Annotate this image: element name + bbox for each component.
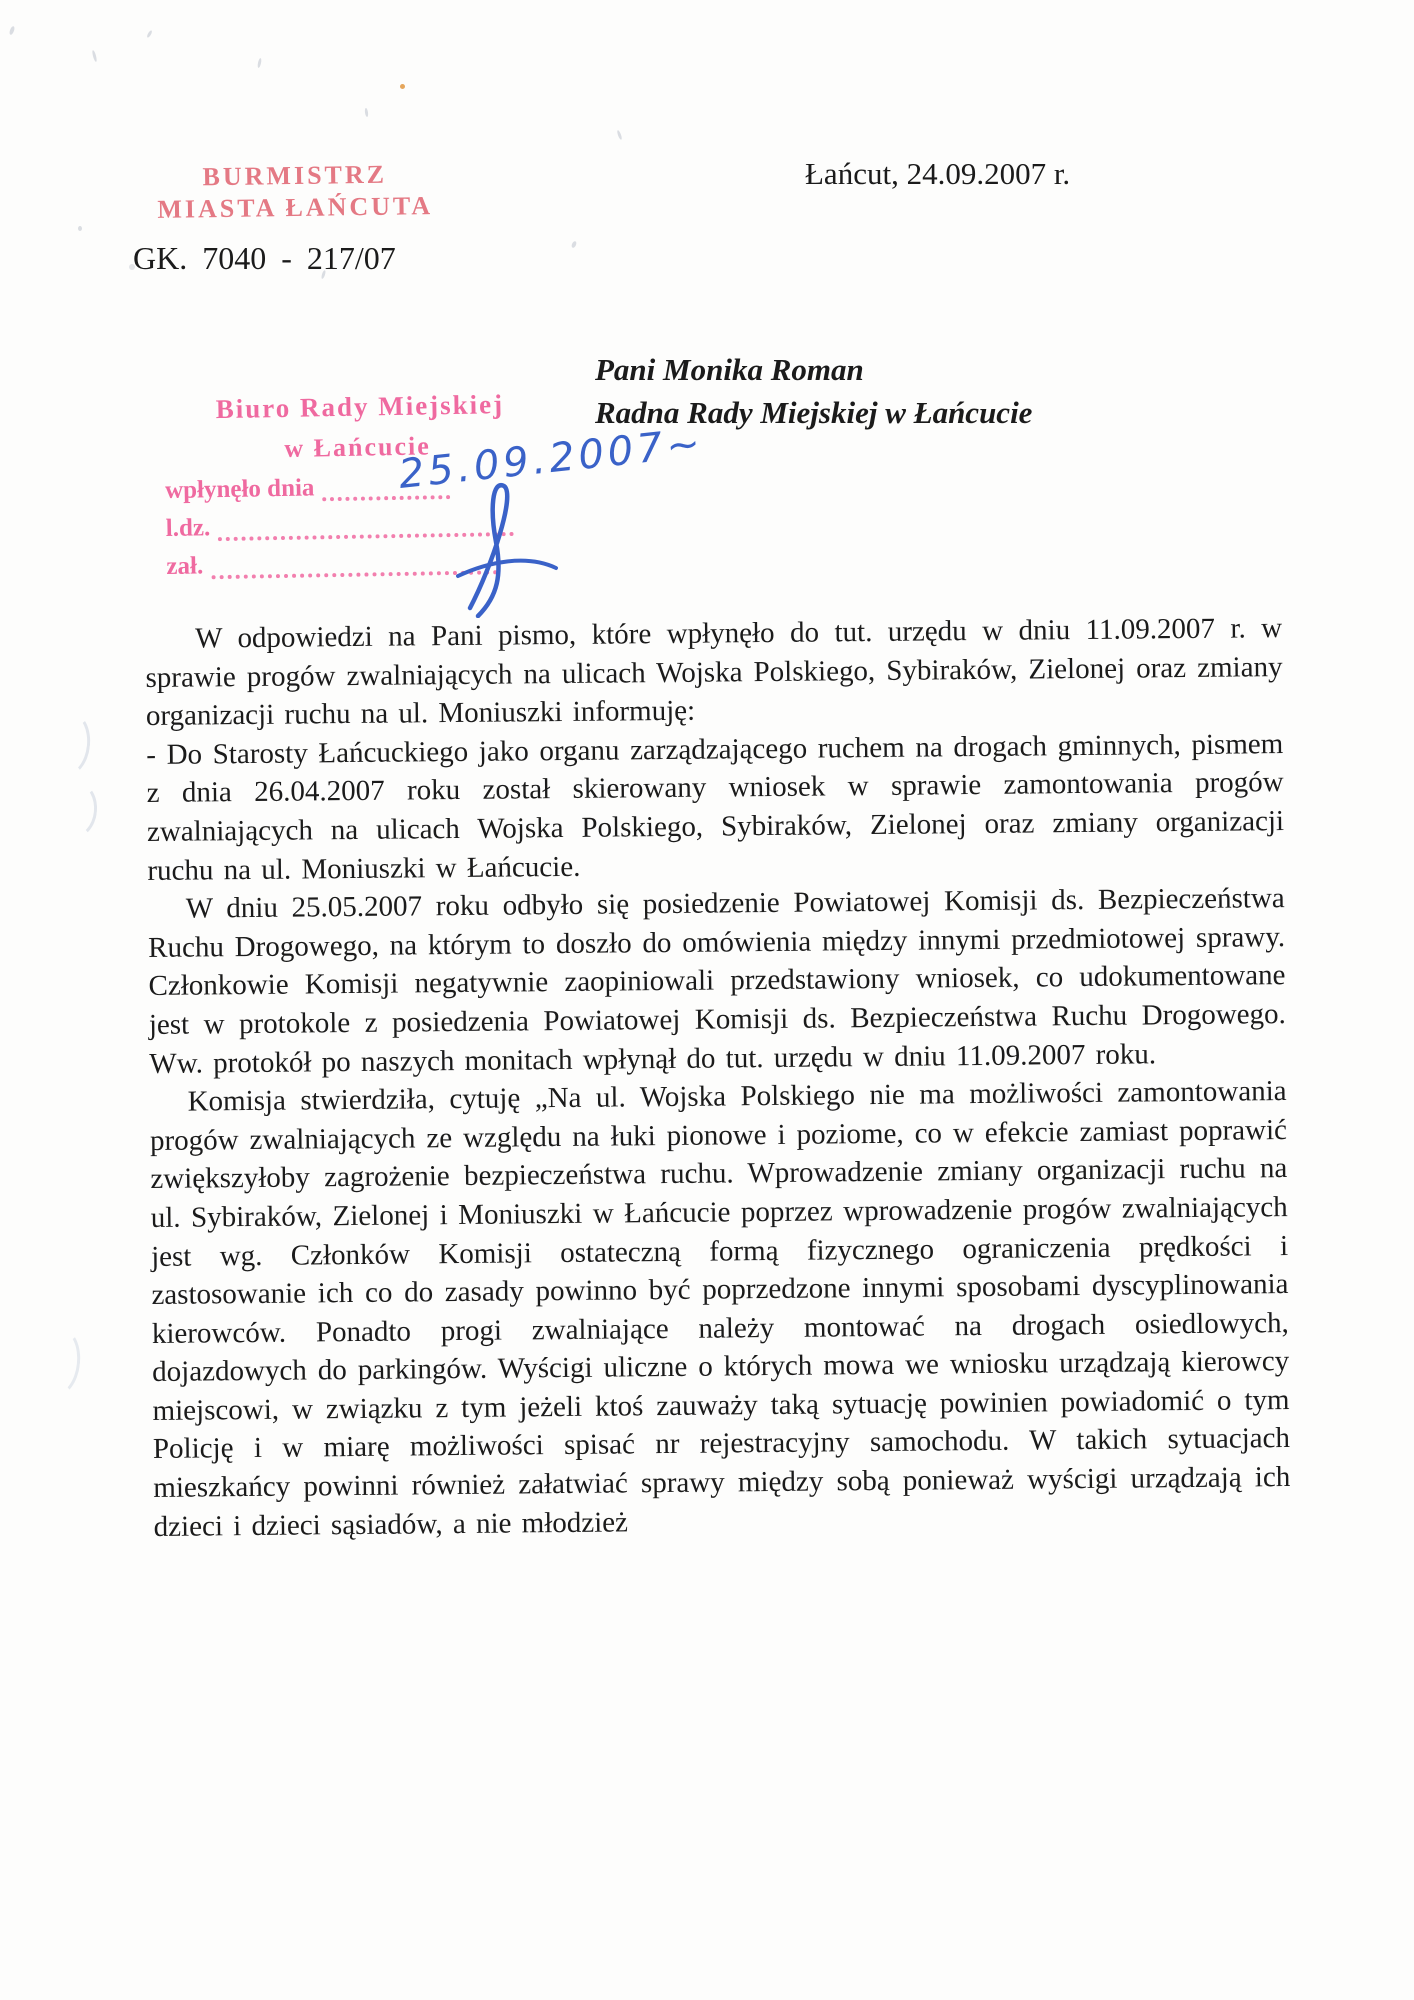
scan-margin-mark: [35, 1326, 84, 1398]
paragraph-request: - Do Starosty Łańcuckiego jako organu zarządzającego ruchem na drogach gminnych, pismem z dnia 26.04.2007 roku został skierowany wniosek w sprawie zamontowania progów zwalniających na ulicach Wojska Polskiego, Sybiraków, Zielonej oraz zmiany organizacji ruchu na ul. Moniuszki w Łańcucie.: [146, 727, 1285, 887]
mayor-stamp-line2: MIASTA ŁAŃCUTA: [157, 191, 434, 224]
paragraph-committee-meeting: W dniu 25.05.2007 roku odbyło się posiedzenie Powiatowej Komisji ds. Bezpieczeństwa Ruchu Drogowego, na którym to doszło do omówienia między innymi przedmiotowej sprawy. Członkowie Komisji negatywnie zaopiniowali przedstawiony wniosek, co udokumentowane jest w protokole z posiedzenia Powiatowej Komisji ds. Bezpieczeństwa Ruchu Drogowego. Ww. protokół po naszych monitach wpłynął do tut. urzędu w dniu 11.09.2007 roku.: [147, 882, 1286, 1080]
zal-label: zał.: [166, 552, 204, 581]
handwritten-received-date: 25.09.2007~: [396, 420, 707, 498]
paragraph-intro: W odpowiedzi na Pani pismo, które wpłynęło do tut. urzędu w dniu 11.09.2007 r. w sprawie progów zwalniających na ulicach Wojska Polskiego, Sybiraków, Zielonej oraz zmiany organizacji ruchu na ul. Moniuszki informuję:: [145, 612, 1283, 733]
paragraph-committee-quote: Komisja stwierdziła, cytuję „Na ul. Wojska Polskiego nie ma możliwości zamontowania progów zwalniających ze względu na łuki pionowe i poziome, co w efekcie zamiast poprawić zwiększyłoby zagrożenie bezpieczeństwa ruchu. Wprowadzenie zmiany organizacji ruchu na ul. Sybiraków, Zielonej i Moniuszki w Łańcucie poprzez wprowadzenie progów zwalniających jest wg. Członków Komisji ostateczną formą fizycznego ograniczenia prędkości i zastosowanie ich co do zasady powinno być poprzedzone innymi sposobami dyscyplinowania kierowców. Ponadto progi zwalniające należy montować na drogach osiedlowych, dojazdowych do parkingów. Wyścigi uliczne o których mowa we wniosku urządzają kierowcy miejscowi, w związku z tym jeżeli ktoś zauważy taką sytuację powinien powiadomić o tym Policję i w miarę możliwości spisać nr rejestracyjny samochodu. W takich sytuacjach mieszkańcy powinni również załatwiać sprawy między sobą ponieważ wyścigi urządzają ich dzieci i dzieci sąsiadów, a nie młodzież: [149, 1075, 1291, 1543]
recipient-block: [595, 348, 1032, 434]
city-date: Łańcut, 24.09.2007 r.: [805, 156, 1071, 191]
recipient-name: Pani Monika Roman: [595, 352, 864, 387]
scan-speck: [616, 130, 622, 140]
scan-margin-mark: [45, 710, 93, 778]
scan-speck: [257, 58, 262, 68]
handwritten-initial-squiggle: [450, 478, 565, 618]
received-date-label: wpłynęło dnia: [164, 474, 315, 505]
scan-speck: [400, 84, 405, 89]
mayor-stamp: [140, 158, 451, 226]
scan-speck: [364, 108, 368, 117]
scan-speck: [78, 226, 82, 231]
scan-speck: [91, 50, 97, 62]
letter-body: [145, 609, 1291, 1546]
scan-margin-mark: [52, 780, 100, 840]
registry-stamp-city: w Łańcucie: [284, 431, 431, 463]
mayor-stamp-line1: BURMISTRZ: [202, 159, 388, 192]
reference-number: GK. 7040 - 217/07: [133, 240, 396, 276]
recipient-title: Radna Rady Miejskiej w Łańcucie: [595, 395, 1033, 430]
ldz-label: l.dz.: [165, 514, 211, 543]
registry-stamp-office: Biuro Rady Miejskiej: [215, 389, 505, 425]
scan-speck: [9, 26, 16, 36]
scan-speck: [146, 30, 153, 38]
scan-speck: [571, 240, 578, 248]
